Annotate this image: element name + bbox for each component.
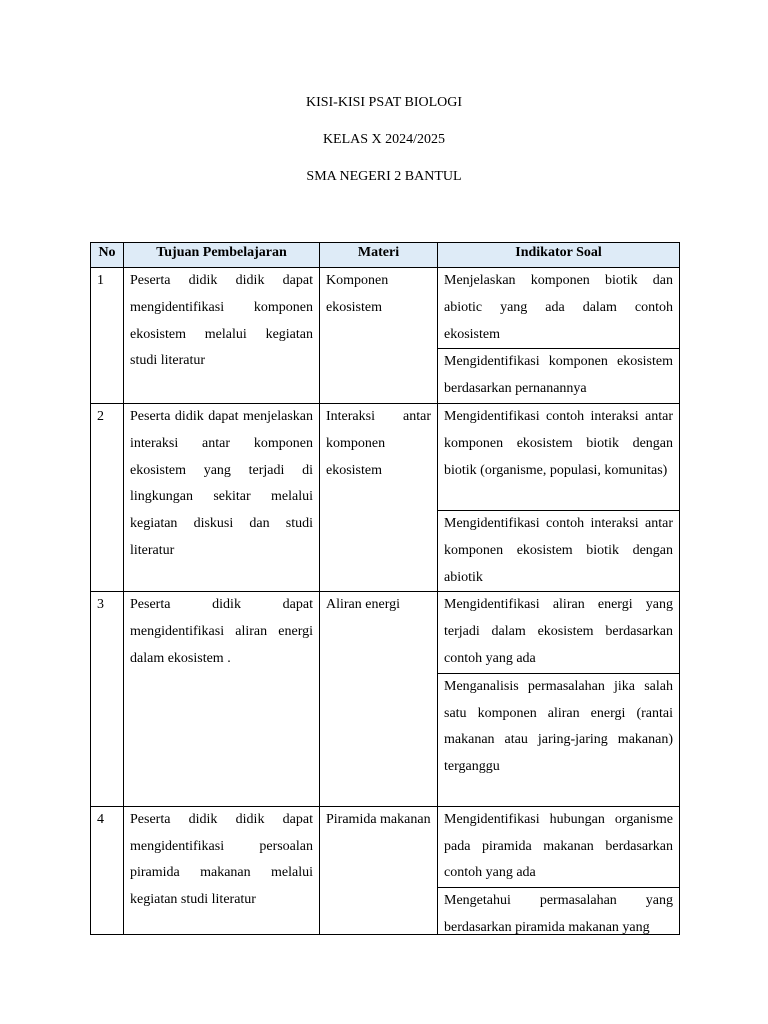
row-number: 2 [91, 403, 124, 591]
document-title: KISI-KISI PSAT BIOLOGI [305, 95, 463, 110]
table-row [91, 806, 680, 887]
indikator-cell: Mengidentifikasi hubungan organisme pada piramida makanan berdasarkan contoh yang ada [438, 806, 680, 887]
kisi-kisi-table [90, 242, 680, 935]
tujuan-cell: Peserta didik didik dapat mengidentifikasi komponen ekosistem melalui kegiatan studi literatur [124, 268, 320, 404]
column-header-tujuan: Tujuan Pembelajaran [124, 243, 320, 268]
tujuan-cell: Peserta didik dapat menjelaskan interaksi antar komponen ekosistem yang terjadi di lingkungan sekitar melalui kegiatan diskusi dan studi literatur [124, 403, 320, 591]
row-number: 4 [91, 806, 124, 934]
indikator-cell-truncated [438, 888, 680, 935]
indikator-cell: Menjelaskan komponen biotik dan abiotic yang ada dalam contoh ekosistem [438, 268, 680, 349]
column-header-indikator: Indikator Soal [438, 243, 680, 268]
table-row [91, 403, 680, 510]
row-number: 1 [91, 268, 124, 404]
row-number: 3 [91, 592, 124, 806]
document-header [0, 93, 768, 204]
tujuan-cell: Peserta didik dapat mengidentifikasi aliran energi dalam ekosistem . [124, 592, 320, 806]
materi-cell: Aliran energi [320, 592, 438, 806]
document-school: SMA NEGERI 2 BANTUL [306, 169, 462, 184]
materi-cell: Komponen ekosistem [320, 268, 438, 404]
table-header-row [91, 243, 680, 268]
indikator-cell: Menganalisis permasalahan jika salah satu komponen aliran energi (rantai makanan atau jaring-jaring makanan) terganggu [438, 673, 680, 806]
tujuan-cell: Peserta didik didik dapat mengidentifikasi persoalan piramida makanan melalui kegiatan studi literatur [124, 806, 320, 934]
table-row [91, 268, 680, 349]
column-header-no: No [91, 243, 124, 268]
indikator-cell: Mengidentifikasi contoh interaksi antar komponen ekosistem biotik dengan biotik (organisme, populasi, komunitas) [438, 403, 680, 510]
materi-cell: Interaksi antar komponen ekosistem [320, 403, 438, 591]
indikator-text: Mengetahui permasalahan yang berdasarkan piramida makanan yang [444, 893, 673, 935]
indikator-cell: Mengidentifikasi contoh interaksi antar komponen ekosistem biotik dengan abiotik [438, 510, 680, 591]
indikator-cell: Mengidentifikasi aliran energi yang terjadi dalam ekosistem berdasarkan contoh yang ada [438, 592, 680, 673]
table-row [91, 592, 680, 673]
indikator-cell: Mengidentifikasi komponen ekosistem berdasarkan pernanannya [438, 349, 680, 404]
materi-cell: Piramida makanan [320, 806, 438, 934]
column-header-materi: Materi [320, 243, 438, 268]
document-class-year: KELAS X 2024/2025 [322, 132, 446, 147]
